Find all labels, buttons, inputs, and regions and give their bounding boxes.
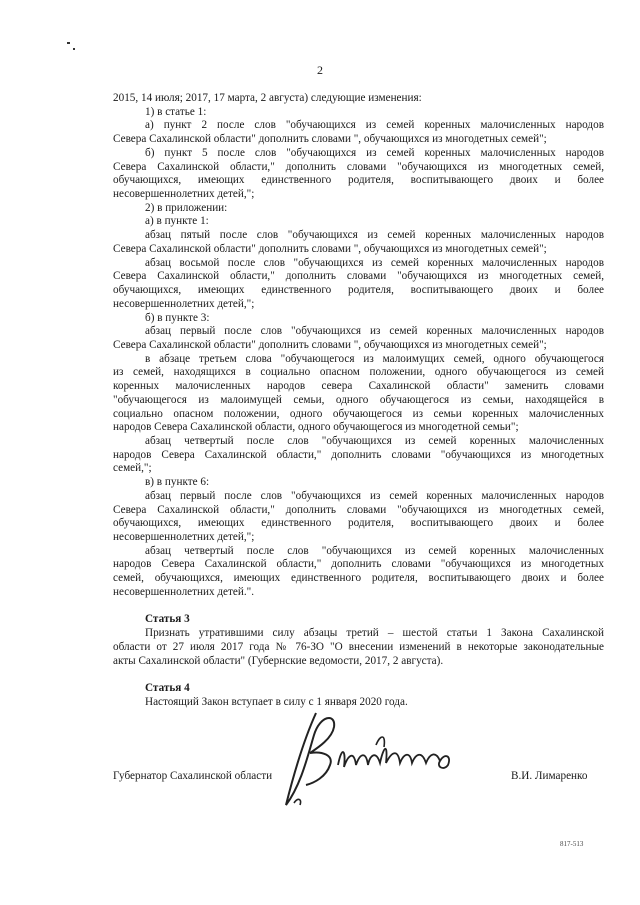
text-line: из семей, находящихся в социально опасном положении, одного обучающегося из семей <box>113 366 604 379</box>
text-line: коренных малочисленных народов севера Сахалинской области" заменить словами <box>113 380 604 393</box>
text-line: семей,"; <box>113 462 152 475</box>
text-line: Признать утратившими силу абзацы третий – шестой статьи 1 Закона Сахалинской <box>145 627 604 640</box>
text-line: "обучающегося из малоимущей семьи, одного обучающегося из семьи, находящейся в <box>113 393 604 406</box>
scan-speck <box>73 48 75 50</box>
text-line: б) в пункте 3: <box>145 311 210 324</box>
text-line: абзац первый после слов "обучающихся из семей коренных малочисленных народов <box>145 489 604 502</box>
text-line: в абзаце третьем слова "обучающегося из малоимущих семей, одного обучающегося <box>145 352 604 365</box>
handwritten-signature <box>276 705 476 815</box>
text-line: 2015, 14 июля; 2017, 17 марта, 2 августа) следующие изменения: <box>113 92 422 104</box>
article-heading: Статья 3 <box>145 613 190 626</box>
text-line: Севера Сахалинской области" дополнить словами ", обучающихся из многодетных семей"; <box>113 242 547 255</box>
scan-speck <box>67 42 70 44</box>
text-line: обучающихся, имеющих единственного родителя, воспитывающего двоих и более <box>113 284 604 297</box>
document-number: 817-513 <box>560 840 584 848</box>
text-line: абзац четвертый после слов "обучающихся из семей коренных малочисленных <box>145 544 604 557</box>
text-line: абзац первый после слов "обучающихся из семей коренных малочисленных народов <box>145 325 604 338</box>
text-line: народов Севера Сахалинской области," дополнить словами "обучающихся из многодетных <box>113 558 604 571</box>
text-line: Севера Сахалинской области" дополнить словами ", обучающихся из многодетных семей"; <box>113 133 547 146</box>
text-line: акты Сахалинской области" (Губернские ведомости, 2017, 2 августа). <box>113 654 444 667</box>
text-line: обучающихся, имеющих единственного родителя, воспитывающего двоих и более <box>113 517 604 530</box>
text-line: абзац восьмой после слов "обучающихся из семей коренных малочисленных народов <box>145 256 604 269</box>
page-number: 2 <box>317 63 323 77</box>
text-line: б) пункт 5 после слов "обучающихся из семей коренных малочисленных народов <box>145 146 604 159</box>
text-line: несовершеннолетних детей.". <box>113 585 255 598</box>
text-line: народов Севера Сахалинской области, одного обучающегося из многодетной семьи"; <box>113 421 519 434</box>
text-line <box>113 667 604 681</box>
text-line <box>113 599 604 613</box>
text-line: социально опасном положении, одного обучающегося из семьи коренных малочисленных <box>113 407 604 420</box>
article-heading: Статья 4 <box>145 681 190 694</box>
text-line: абзац пятый после слов "обучающихся из семей коренных малочисленных народов <box>145 229 604 242</box>
text-line: а) пункт 2 после слов "обучающихся из семей коренных малочисленных народов <box>145 119 604 132</box>
signatory-position: Губернатор Сахалинской области <box>113 770 273 782</box>
text-line: несовершеннолетних детей,"; <box>113 297 255 310</box>
text-line: несовершеннолетних детей,"; <box>113 188 255 201</box>
text-line: абзац четвертый после слов "обучающихся из семей коренных малочисленных <box>145 435 604 447</box>
text-line: области от 27 июля 2017 года № 76-ЗО "О внесении изменений в некоторые законодательные <box>113 640 604 653</box>
text-line: 1) в статье 1: <box>145 105 207 118</box>
text-line: Севера Сахалинской области," дополнить словами "обучающихся из многодетных семей, <box>113 270 604 283</box>
text-line: 2) в приложении: <box>145 201 228 214</box>
text-line: обучающихся, имеющих единственного родителя, воспитывающего двоих и более <box>113 174 604 187</box>
text-line: Севера Сахалинской области" дополнить словами ", обучающихся из многодетных семей"; <box>113 338 547 351</box>
signer-name: В.И. Лимаренко <box>511 770 588 782</box>
text-line: семей, обучающихся, имеющих единственного родителя, воспитывающего двоих и более <box>113 572 604 585</box>
text-line: Настоящий Закон вступает в силу с 1 января 2020 года. <box>145 695 408 708</box>
text-line: а) в пункте 1: <box>145 215 209 228</box>
text-line: народов Севера Сахалинской области," дополнить словами "обучающихся из многодетных <box>113 448 604 461</box>
text-line: в) в пункте 6: <box>145 476 210 489</box>
text-line: Севера Сахалинской области," дополнить словами "обучающихся из многодетных семей, <box>113 503 604 516</box>
text-line: Севера Сахалинской области," дополнить словами "обучающихся из многодетных семей, <box>113 160 604 173</box>
text-line: несовершеннолетних детей,"; <box>113 531 255 544</box>
